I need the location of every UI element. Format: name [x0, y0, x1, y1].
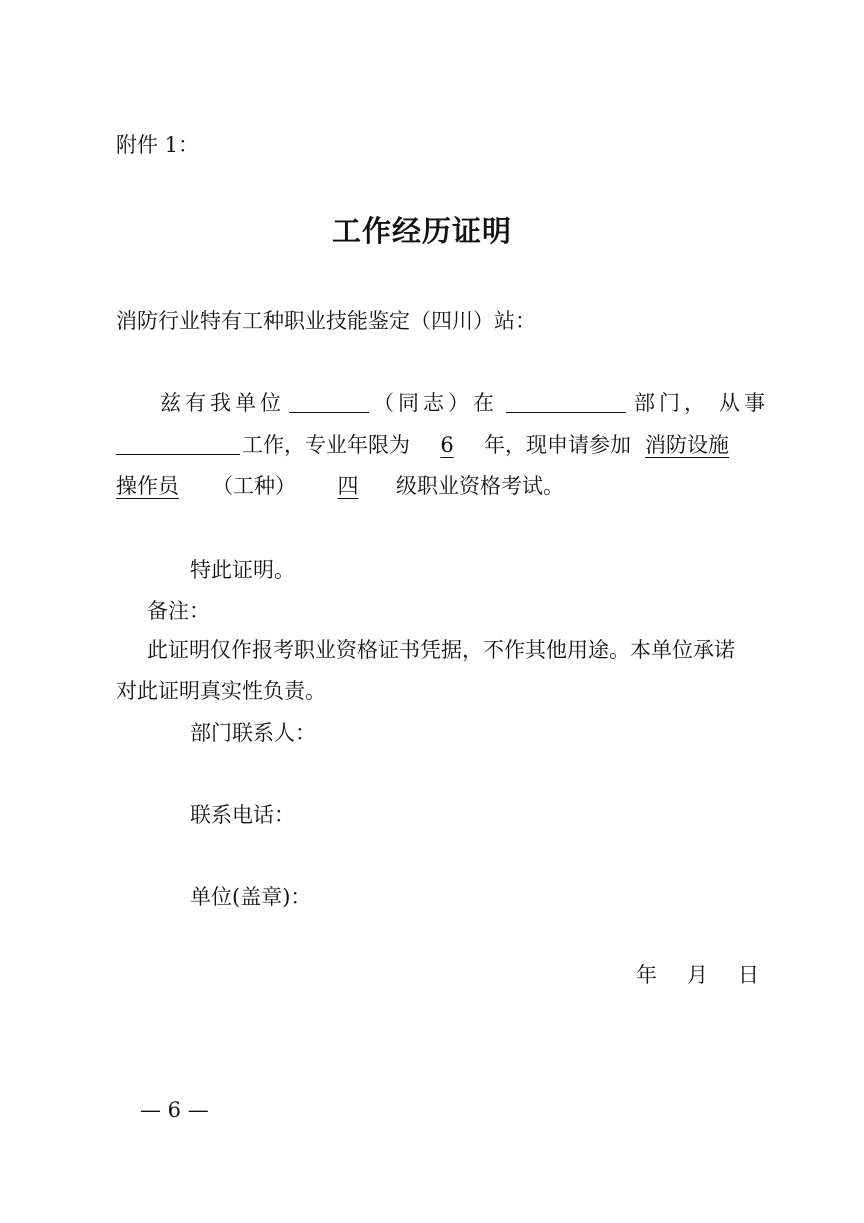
body-line-3 [116, 472, 564, 500]
body-line-1 [160, 389, 769, 417]
body-exam: 级职业资格考试。 [396, 474, 564, 498]
body-dept: 部门， [634, 391, 709, 415]
remarks-line-1: 此证明仅作报考职业资格证书凭据，不作其他用途。本单位承诺 [147, 638, 735, 662]
phone-label: 联系电话： [190, 803, 295, 827]
attachment-label: 附件 1： [116, 133, 200, 157]
date-line [636, 961, 759, 989]
document-title: 工作经历证明 [332, 214, 513, 248]
date-month: 月 [687, 963, 708, 987]
body-lead: 兹有我单位 [160, 391, 285, 415]
date-day: 日 [738, 963, 759, 987]
body-trade: （工种） [212, 474, 296, 498]
certify-text: 特此证明。 [190, 558, 295, 582]
occupation-part1: 消防设施 [645, 433, 729, 457]
addressee: 消防行业特有工种职业技能鉴定（四川）站： [116, 309, 536, 333]
occupation-part2: 操作员 [116, 474, 179, 498]
work-blank [116, 434, 240, 455]
years-value: 6 [440, 433, 454, 457]
page-number: — 6 — [140, 1098, 209, 1122]
department-blank [506, 392, 626, 413]
name-blank [289, 392, 369, 413]
body-line-2 [116, 431, 729, 459]
body-apply: 年，现申请参加 [484, 433, 631, 457]
unit-seal-label: 单位(盖章)： [190, 885, 312, 909]
remarks-line-2: 对此证明真实性负责。 [116, 679, 326, 703]
remarks-label: 备注： [147, 599, 210, 623]
body-comrade-at: （同志）在 [373, 391, 498, 415]
body-work-years: 工作，专业年限为 [242, 433, 410, 457]
level-value: 四 [337, 474, 359, 498]
date-year: 年 [636, 963, 657, 987]
contact-person-label: 部门联系人： [190, 721, 316, 745]
body-engaged: 从事 [719, 391, 769, 415]
